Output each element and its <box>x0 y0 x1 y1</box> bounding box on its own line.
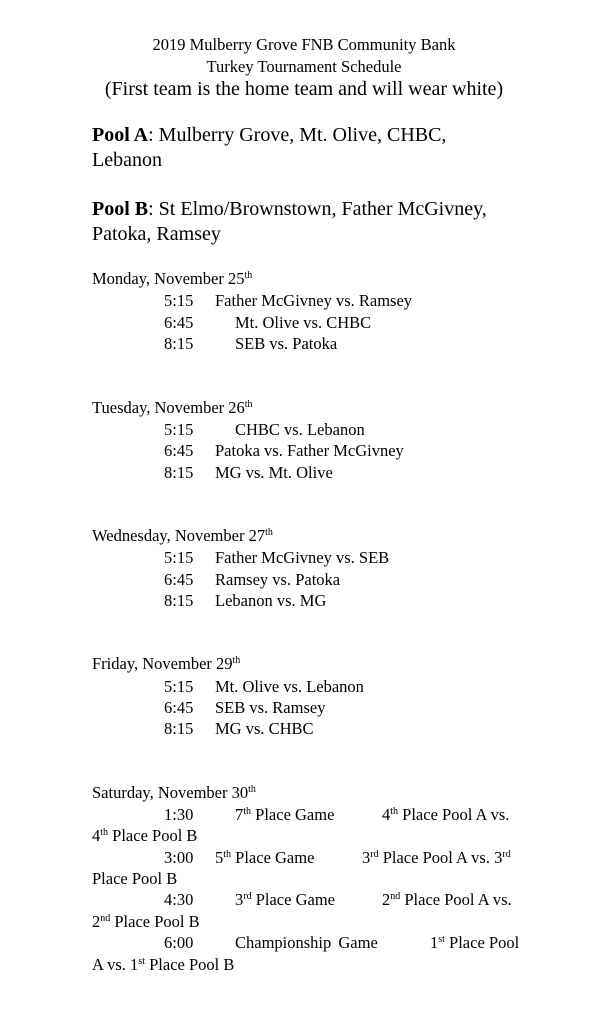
pool-b-teams: : St Elmo/Brownstown, Father McGivney, <box>148 198 487 220</box>
day-wednesday <box>92 526 273 546</box>
game-time: 1:30 <box>164 805 194 824</box>
pool-b-line1 <box>92 198 487 221</box>
game-time: 5:15 <box>164 677 194 696</box>
day-sup: th <box>244 270 253 281</box>
game-matchup: Lebanon vs. MG <box>215 591 327 610</box>
game-time: 8:15 <box>164 334 194 353</box>
day-label: Tuesday, November 26 <box>92 398 245 417</box>
day-label: Friday, November 29 <box>92 654 233 673</box>
game-time: 5:15 <box>164 420 194 439</box>
pool-a-line2: Lebanon <box>92 149 162 171</box>
game-matchup: Father McGivney vs. Ramsey <box>215 291 413 310</box>
game-matchup: SEB vs. Ramsey <box>215 698 326 717</box>
day-label: Wednesday, November 27 <box>92 526 266 545</box>
pool-b-label: Pool B <box>92 198 149 220</box>
game-matchup: SEB vs. Patoka <box>235 334 338 353</box>
game-matchup: Ramsey vs. Patoka <box>215 570 341 589</box>
game-time: 8:15 <box>164 463 194 482</box>
game-matchup: 3rd Place Pool A vs. 3rd <box>362 848 511 867</box>
game-time: 6:45 <box>164 698 194 717</box>
game-matchup: Mt. Olive vs. Lebanon <box>215 677 364 696</box>
game-title: Championship Game <box>235 933 378 952</box>
day-monday <box>92 269 252 289</box>
game-matchup-wrap: Place Pool B <box>92 869 178 888</box>
pool-a-teams: : Mulberry Grove, Mt. Olive, CHBC, <box>148 124 447 146</box>
pool-a-label: Pool A <box>92 124 149 146</box>
day-sup: th <box>248 784 256 795</box>
day-tuesday <box>92 398 253 418</box>
game-time: 6:00 <box>164 933 194 952</box>
game-matchup: Father McGivney vs. SEB <box>215 548 390 567</box>
pool-b-line2: Patoka, Ramsey <box>92 223 221 245</box>
game-matchup: 1st Place Pool <box>430 933 520 952</box>
game-matchup: Mt. Olive vs. CHBC <box>235 313 372 332</box>
day-saturday <box>92 783 256 803</box>
day-sup: th <box>244 399 253 410</box>
game-time: 8:15 <box>164 719 194 738</box>
game-matchup: MG vs. CHBC <box>215 719 314 738</box>
doc-title: 2019 Mulberry Grove FNB Community Bank <box>152 35 456 54</box>
pool-a-line1 <box>92 124 446 147</box>
doc-subtitle: Turkey Tournament Schedule <box>206 57 402 76</box>
game-time: 5:15 <box>164 548 194 567</box>
game-matchup-wrap: A vs. 1st Place Pool B <box>92 955 235 974</box>
game-matchup-wrap: 2nd Place Pool B <box>92 912 200 931</box>
day-friday <box>92 654 240 674</box>
game-matchup-wrap: 4th Place Pool B <box>92 826 198 845</box>
game-matchup: Patoka vs. Father McGivney <box>215 441 404 460</box>
game-title: 5th Place Game <box>215 848 315 867</box>
game-time: 5:15 <box>164 291 194 310</box>
game-title: 3rd Place Game <box>235 890 335 909</box>
game-title: 7th Place Game <box>235 805 335 824</box>
game-time: 6:45 <box>164 313 194 332</box>
doc-note: (First team is the home team and will wear white) <box>104 78 504 100</box>
game-time: 6:45 <box>164 441 194 460</box>
game-time: 3:00 <box>164 848 194 867</box>
day-label: Saturday, November 30 <box>92 783 249 802</box>
game-time: 4:30 <box>164 890 194 909</box>
day-sup: th <box>265 527 273 538</box>
game-time: 8:15 <box>164 591 194 610</box>
day-label: Monday, November 25 <box>92 269 245 288</box>
game-matchup: 4th Place Pool A vs. <box>382 805 510 824</box>
game-matchup: CHBC vs. Lebanon <box>235 420 365 439</box>
day-sup: th <box>232 655 241 666</box>
game-time: 6:45 <box>164 570 194 589</box>
game-matchup: MG vs. Mt. Olive <box>215 463 333 482</box>
game-matchup: 2nd Place Pool A vs. <box>382 890 512 909</box>
